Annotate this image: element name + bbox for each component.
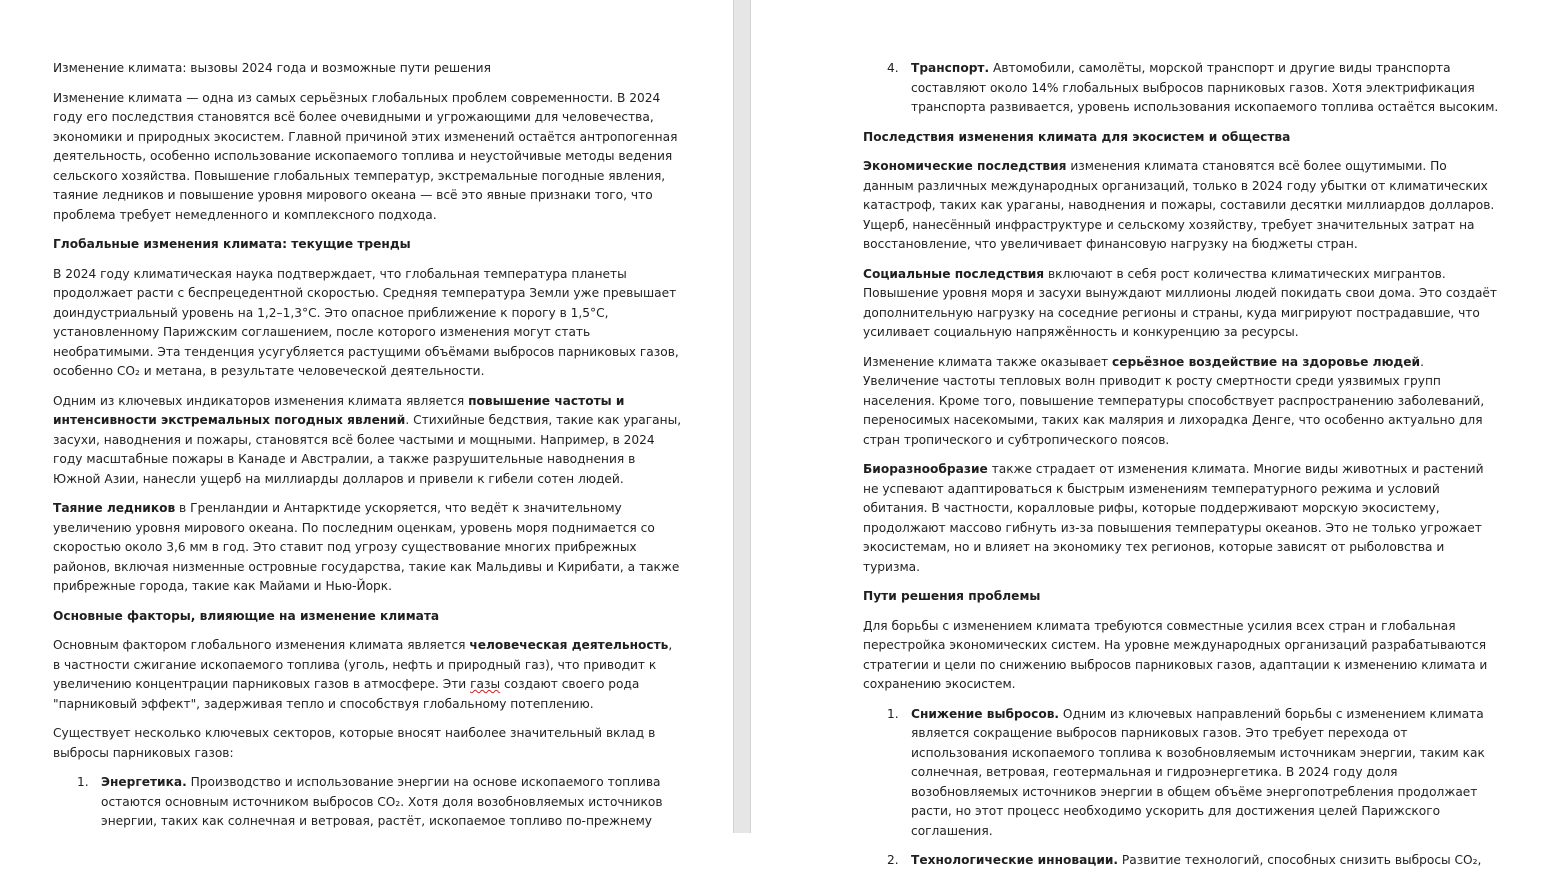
heading-consequences: Последствия изменения климата для экосистем и общества [863,129,1291,144]
text-run: Одним из ключевых индикаторов изменения климата является [53,393,469,408]
text-run: , в частности сжигание ископаемого топлива (уголь, нефть и природный газ), что приводит к увеличению концентрации парниковых газов в атмосфере. Эти [53,638,673,691]
text-run: также страдает от изменения климата. Многие виды животных и растений не успевают адаптироваться к быстрым изменениям температурного режима и условий обитания. В частности, коралловые рифы, которые поддерживают морскую экосистему, продолжают массово гибнуть из-за повышения температуры океанов. Это не только угрожает экосистемам, но и влияет на экономику тех регионов, которые зависят от рыболовства и туризма. [863,462,1484,574]
sectors-list-continued [863,59,1499,118]
text-run: Изменение климата также оказывает [863,354,1112,369]
glaciers-paragraph [53,499,683,597]
bold-run: Таяние ледников [53,501,176,515]
text-run: Развитие технологий, способных снизить выбросы CO₂, [1118,853,1482,867]
intro-paragraph: Изменение климата — одна из самых серьёзных глобальных проблем современности. В 2024 году его последствия становятся всё более очевидными и угрожающими для человечества, экономики и природных экосистем. Главной причиной этих изменений остаётся антропогенная деятельность, особенно использование ископаемого топлива и неустойчивые методы ведения сельского хозяйства. Повышение глобальных температур, экстремальные погодные явления, таяние ледников и повышение уровня мирового океана — всё это явные признаки того, что проблема требует немедленного и комплексного подхода. [53,90,678,222]
bold-run: Энергетика. [101,775,187,789]
text-run: Производство и использование энергии на основе ископаемого топлива остаются основным источником выбросов CO₂. Хотя доля возобновляемых источников энергии, таких как солнечная и ветровая, растёт, ископаемое топливо по-прежнему [101,775,663,828]
list-number: 1. [887,706,899,721]
text-run: Одним из ключевых направлений борьбы с изменением климата является сокращение выбросов парниковых газов. Это требует перехода от использования ископаемого топлива к возобновляемым источникам энергии, таким как солнечная, ветровая, геотермальная и гидроэнергетика. В 2024 году доля возобновляемых источников энергии в общем объёме энергопотребления продолжает расти, но этот процесс необходимо ускорить для достижения целей Парижского соглашения. [911,706,1485,838]
bold-run: Технологические инновации. [911,853,1119,867]
page-content [863,59,1499,881]
sectors-list [53,773,683,832]
heading-factors: Основные факторы, влияющие на изменение климата [53,608,440,623]
list-number: 1. [77,775,89,789]
list-item [53,773,683,832]
bold-run: Снижение выбросов. [911,706,1060,721]
bold-run: серьёзное воздействие на здоровье людей [1112,354,1421,369]
bold-run: Биоразнообразие [863,462,988,476]
text-run: Автомобили, самолёты, морской транспорт и другие виды транспорта составляют около 14% глобальных выбросов парниковых газов. Хотя электрификация транспорта развивается, уровень использования ископаемого топлива остаётся высоким. [911,61,1499,114]
heading-trends: Глобальные изменения климата: текущие тренды [53,237,411,251]
extreme-weather-paragraph [53,392,683,490]
text-run: изменения климата становятся всё более ощутимыми. По данным различных международных организаций, только в 2024 году убытки от климатических катастроф, таких как ураганы, наводнения и пожары, составили десятки миллиардов долларов. Ущерб, нанесённый инфраструктуре и сельскому хозяйству, требует значительных затрат на восстановление, что увеличивает финансовую нагрузку на бюджеты стран. [863,159,1495,251]
solutions-list [863,705,1499,871]
list-item [863,705,1499,842]
economic-paragraph [863,157,1499,255]
list-item [863,59,1499,118]
list-item [863,851,1499,871]
text-run: Основным фактором глобального изменения климата является [53,638,470,652]
heading-solutions: Пути решения проблемы [863,589,1041,603]
spellcheck-flagged-word[interactable]: газы [470,677,501,691]
list-number: 4. [887,61,899,75]
page-content [53,59,683,842]
health-paragraph [863,353,1499,451]
text-run: . Стихийные бедствия, такие как ураганы, засухи, наводнения и пожары, становятся всё более частыми и мощными. Например, в 2024 году масштабные пожары в Канаде и Австралии, а также разрушительные наводнения в Южной Азии, нанесли ущерб на миллиарды долларов и привели к гибели сотен людей. [53,413,682,486]
bold-run: Экономические последствия [863,159,1067,173]
sectors-paragraph: Существует несколько ключевых секторов, которые вносят наиболее значительный вклад в выбросы парниковых газов: [53,726,656,760]
document-page-right [751,0,1543,867]
text-run: в Гренландии и Антарктиде ускоряется, что ведёт к значительному увеличению уровня мирового океана. По последним оценкам, уровень моря поднимается со скоростью около 3,6 мм в год. Это ставит под угрозу существование многих прибрежных районов, включая низменные островные государства, такие как Мальдивы и Кирибати, а также прибрежные города, такие как Майами и Нью-Йорк. [53,501,680,593]
social-paragraph [863,265,1499,343]
trends-paragraph: В 2024 году климатическая наука подтверждает, что глобальная температура планеты продолжает расти с беспрецедентной скоростью. Средняя температура Земли уже превышает доиндустриальный уровень на 1,2–1,3°C. Это опасное приближение к порогу в 1,5°C, установленному Парижским соглашением, после которого изменения могут стать необратимыми. Эта тенденция усугубляется растущими объёмами выбросов парниковых газов, особенно CO₂ и метана, в результате человеческой деятельности. [53,266,679,378]
text-run: создают своего рода "парниковый эффект", задерживая тепло и способствуя глобальному потеплению. [53,677,640,711]
solutions-paragraph: Для борьбы с изменением климата требуются совместные усилия всех стран и глобальная перестройка экономических систем. На уровне международных организаций разрабатываются стратегии и цели по снижению выбросов парниковых газов, адаптации к изменению климата и сохранению экосистем. [863,618,1488,691]
factors-paragraph [53,636,683,714]
page-gap [733,0,751,833]
text-run: включают в себя рост количества климатических мигрантов. Повышение уровня моря и засухи вынуждают миллионы людей покидать свои дома. Это создаёт дополнительную нагрузку на соседние регионы и страны, куда мигрируют пострадавшие, что усиливает социальную напряжённость и конкуренцию за ресурсы. [863,266,1498,339]
document-page-left [0,0,733,833]
biodiversity-paragraph [863,460,1499,577]
bold-run: Социальные последствия [863,266,1045,281]
document-title: Изменение климата: вызовы 2024 года и возможные пути решения [53,61,491,75]
list-number: 2. [887,853,899,867]
bold-run: Транспорт. [911,61,990,75]
bold-run: повышение частоты и интенсивности экстремальных погодных явлений [53,393,625,427]
bold-run: человеческая деятельность [469,638,669,652]
text-run: . Увеличение частоты тепловых волн приводит к росту смертности среди уязвимых групп населения. Кроме того, повышение температуры способствует распространению заболеваний, переносимых насекомыми, таких как малярия и лихорадка Денге, что особенно актуально для стран тропического и субтропического поясов. [863,354,1485,447]
